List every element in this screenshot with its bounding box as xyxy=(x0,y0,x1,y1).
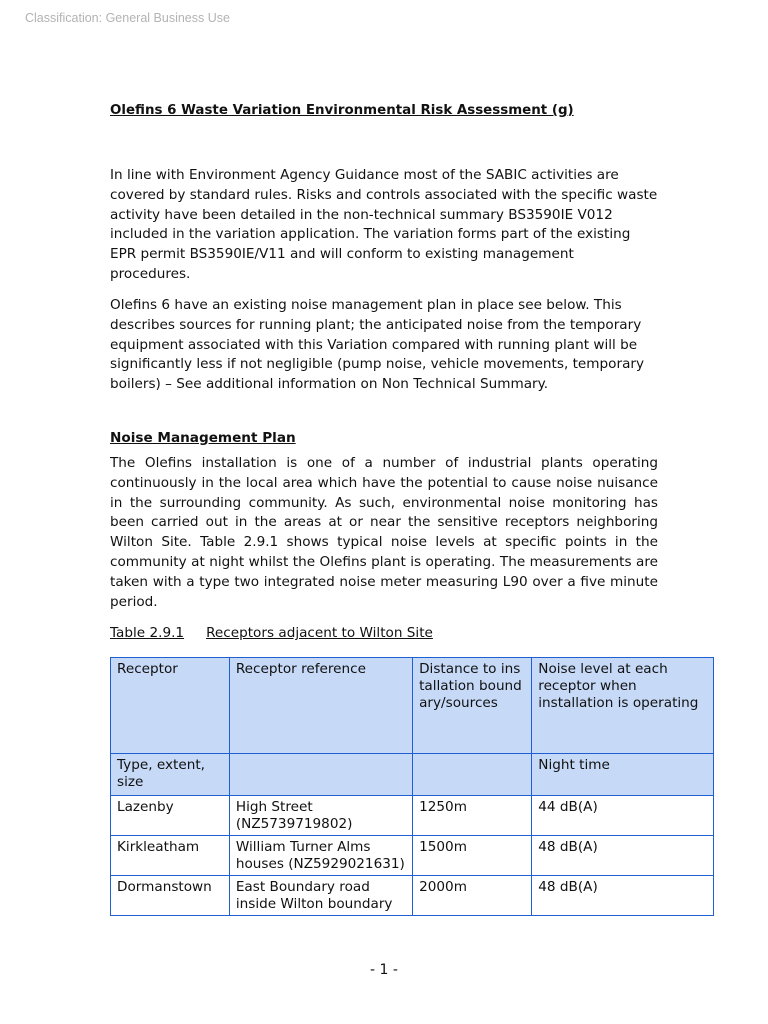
table-cell: William Turner Alms houses (NZ5929021631) xyxy=(229,836,412,876)
table-cell: 48 dB(A) xyxy=(532,836,714,876)
table-subheader-row xyxy=(111,754,714,796)
table-row xyxy=(111,836,714,876)
header-cell: Receptor xyxy=(111,658,230,754)
section-heading: Noise Management Plan xyxy=(110,430,296,446)
header-cell: Noise level at each receptor when installation is operating xyxy=(532,658,714,754)
table-cell: East Boundary road inside Wilton boundary xyxy=(229,876,412,916)
table-header-row xyxy=(111,658,714,754)
table-cell: High Street (NZ5739719802) xyxy=(229,796,412,836)
subheader-cell: Night time xyxy=(532,754,714,796)
subheader-cell: Type, extent, size xyxy=(111,754,230,796)
table-cell: 48 dB(A) xyxy=(532,876,714,916)
table-cell: Dormanstown xyxy=(111,876,230,916)
table-row xyxy=(111,876,714,916)
header-cell: Receptor reference xyxy=(229,658,412,754)
intro-paragraph: In line with Environment Agency Guidance most of the SABIC activities are covered by standard rules. Risks and controls associated with the specific waste activity have been detailed in the non-technical summary BS3590IE V012 included in the variation application. The variation forms part of the existing EPR permit BS3590IE/V11 and will conform to existing management procedures. xyxy=(110,167,658,282)
header-cell: Distance to installation boundary/sources xyxy=(413,658,532,754)
page-number: - 1 - xyxy=(370,962,398,978)
table-cell: Kirkleatham xyxy=(111,836,230,876)
receptors-table xyxy=(110,657,714,916)
subheader-cell xyxy=(229,754,412,796)
table-row xyxy=(111,796,714,836)
table-caption xyxy=(110,625,433,641)
table-cell: Lazenby xyxy=(111,796,230,836)
document-title: Olefins 6 Waste Variation Environmental Risk Assessment (g) xyxy=(110,103,574,118)
table-caption-text: Receptors adjacent to Wilton Site xyxy=(206,625,433,641)
noise-plan-paragraph: Olefins 6 have an existing noise management plan in place see below. This describes sources for running plant; the anticipated noise from the temporary equipment associated with this Variation compared with running plant will be significantly less if not negligible (pump noise, vehicle movements, temporary boilers) – See additional information on Non Technical Summary. xyxy=(110,297,645,393)
table-cell: 1250m xyxy=(413,796,532,836)
table-cell: 44 dB(A) xyxy=(532,796,714,836)
table-cell: 2000m xyxy=(413,876,532,916)
subheader-cell xyxy=(413,754,532,796)
table-cell: 1500m xyxy=(413,836,532,876)
table-caption-number: Table 2.9.1 xyxy=(110,625,185,641)
classification-label: Classification: General Business Use xyxy=(25,11,230,25)
noise-section-body: The Olefins installation is one of a number of industrial plants operating continuously in the local area which have the potential to cause noise nuisance in the surrounding community. As such, environmental noise monitoring has been carried out in the areas at or near the sensitive receptors neighboring Wilton Site. Table 2.9.1 shows typical noise levels at specific points in the community at night whilst the Olefins plant is operating. The measurements are taken with a type two integrated noise meter measuring L90 over a five minute period. xyxy=(110,455,658,610)
